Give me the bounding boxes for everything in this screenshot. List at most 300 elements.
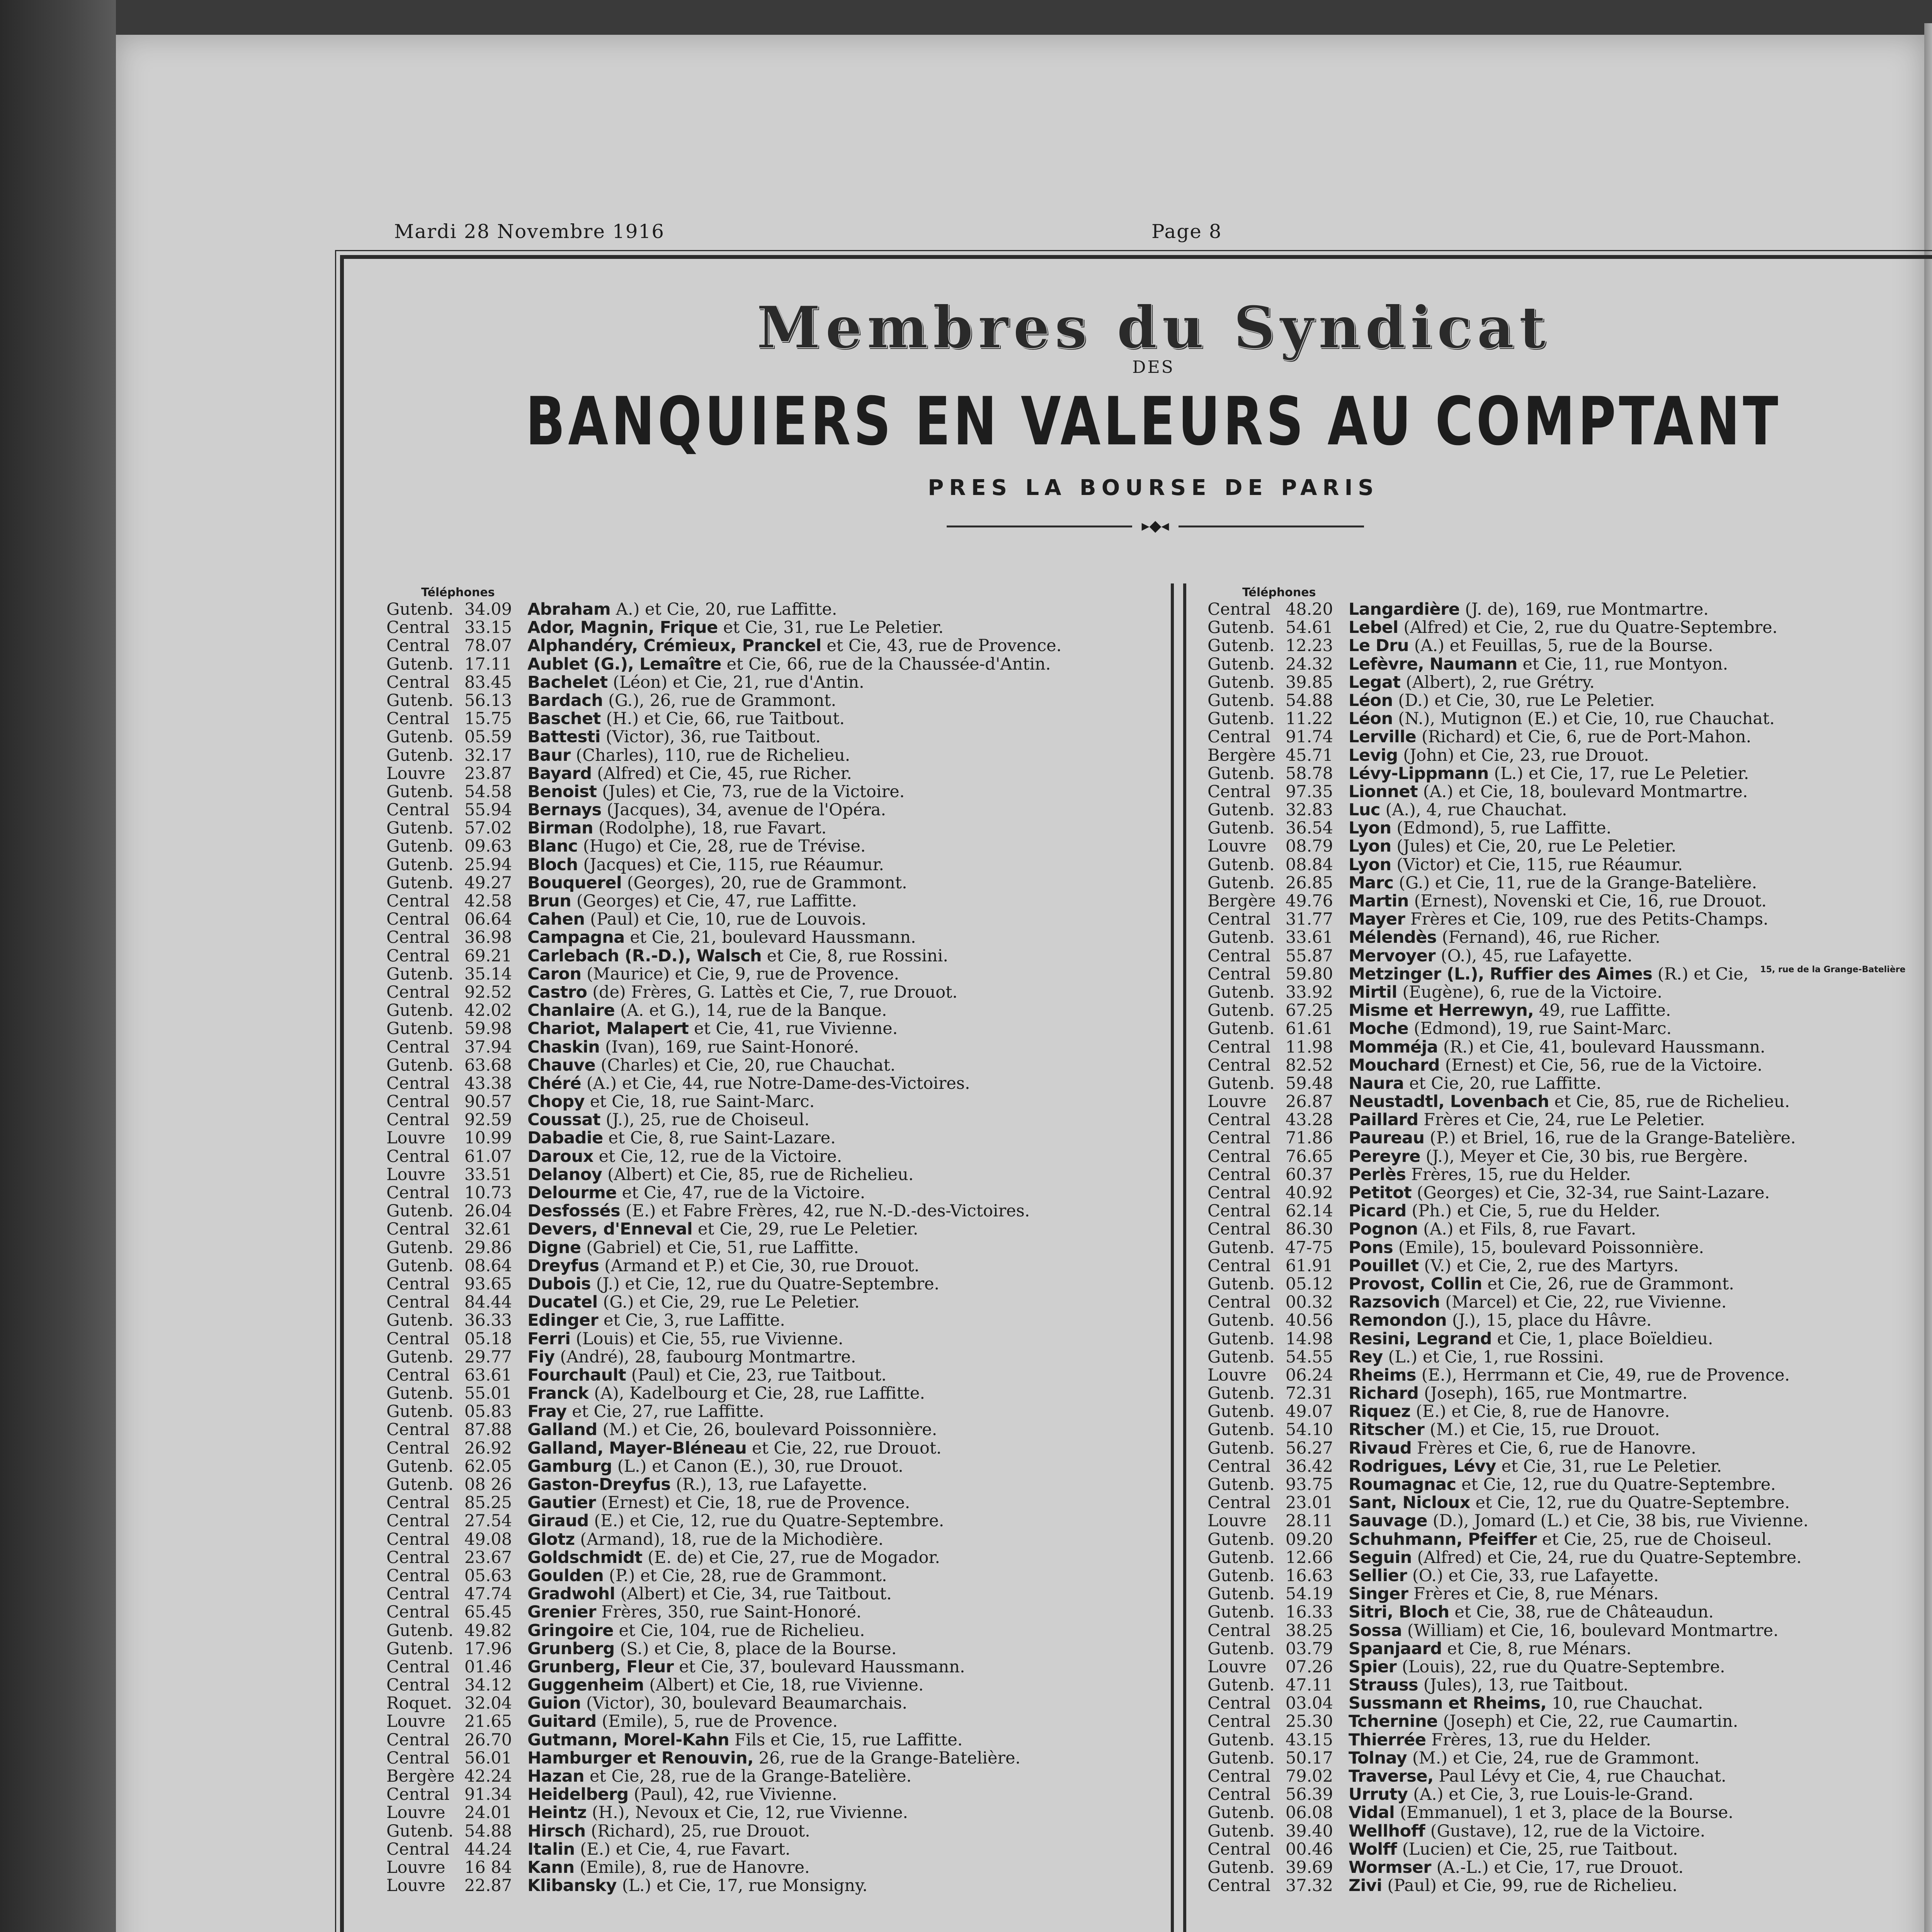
member-row (386, 1822, 1140, 1840)
member-address: et Cie, 12, rue du Quatre-Septembre. (1456, 1475, 1776, 1494)
member-address: (Jacques), 34, avenue de l'Opéra. (601, 800, 886, 820)
exchange-name: Gutenb. (386, 727, 454, 747)
member-row (386, 710, 1140, 728)
member-entry (527, 1093, 815, 1111)
member-name: Sellier (1349, 1566, 1407, 1585)
member-name: Gringoire (527, 1621, 614, 1640)
member-entry (527, 1822, 810, 1840)
phone-number: 23.01 (1285, 1493, 1333, 1513)
exchange-name: Central (386, 1493, 450, 1513)
member-entry (527, 1512, 944, 1530)
exchange-name: Gutenb. (1208, 709, 1275, 729)
exchange-name: Central (386, 1329, 450, 1349)
member-address: (Charles), 110, rue de Richelieu. (570, 745, 850, 765)
exchange-name: Central (1208, 1256, 1271, 1276)
member-entry (1349, 1311, 1651, 1330)
member-name: Spier (1349, 1657, 1397, 1677)
phone-number: 39.85 (1285, 672, 1333, 692)
member-address: 49, rue Laffitte. (1534, 1001, 1671, 1020)
member-address: (Armand et P.) et Cie, 30, rue Drouot. (599, 1256, 920, 1276)
exchange-name: Central (386, 1529, 450, 1549)
member-entry (1349, 910, 1769, 929)
member-row (386, 692, 1140, 710)
advert-frame (340, 255, 1932, 1932)
member-address: (Georges) et Cie, 32-34, rue Saint-Lazare. (1412, 1183, 1770, 1202)
member-address: (Richard) et Cie, 6, rue de Port-Mahon. (1416, 727, 1752, 747)
member-entry (1349, 1038, 1765, 1056)
member-address: et Cie, 47, rue de la Victoire. (616, 1183, 866, 1202)
member-name: Mélendès (1349, 928, 1437, 947)
phone-number: 82.52 (1285, 1055, 1333, 1075)
member-name: Blanc (527, 837, 578, 856)
exchange-name: Central (1208, 782, 1271, 801)
telephones-heading: Téléphones (421, 586, 495, 599)
member-row (1208, 1129, 1932, 1147)
phone-number: 90.57 (464, 1092, 512, 1112)
exchange-name: Central (1208, 1456, 1271, 1476)
phone-number: 78.07 (464, 636, 512, 656)
member-entry (1349, 1603, 1714, 1621)
member-address: (O.), 45, rue Lafayette. (1435, 946, 1633, 966)
member-entry (1349, 1020, 1672, 1038)
exchange-name: Gutenb. (386, 1402, 454, 1422)
member-row (386, 1275, 1140, 1293)
exchange-name: Gutenb. (386, 1256, 454, 1276)
member-address: (Ernest), Novenski et Cie, 16, rue Drouot. (1408, 891, 1767, 911)
member-entry (1349, 1384, 1687, 1403)
member-name: Hirsch (527, 1821, 586, 1841)
member-row (1208, 783, 1932, 801)
member-address: (A. et G.), 14, rue de la Banque. (615, 1001, 887, 1020)
exchange-name: Gutenb. (1208, 1566, 1275, 1585)
member-address: 26, rue de la Grange-Batelière. (753, 1748, 1021, 1768)
member-row (386, 1020, 1140, 1038)
member-row (386, 1767, 1140, 1786)
exchange-name: Louvre (386, 1857, 446, 1877)
member-row (386, 1129, 1140, 1147)
member-row (386, 619, 1140, 637)
members-column-left (386, 583, 1140, 1895)
phone-number: 44.24 (464, 1839, 512, 1859)
member-name: Momméja (1349, 1037, 1438, 1057)
member-name: Riquez (1349, 1402, 1411, 1422)
exchange-name: Central (386, 1730, 450, 1750)
member-entry (527, 1731, 963, 1749)
member-address: 10, rue Chauchat. (1546, 1694, 1703, 1713)
phone-number: 26.92 (464, 1438, 512, 1458)
member-name: Moche (1349, 1019, 1409, 1039)
member-address: et Cie, 104, rue de Richelieu. (613, 1621, 865, 1640)
member-row (1208, 1348, 1932, 1366)
phone-number: 26.85 (1285, 873, 1333, 893)
member-row (1208, 801, 1932, 819)
member-address: (Jules) et Cie, 20, rue Le Peletier. (1391, 837, 1677, 856)
phone-number: 55.01 (464, 1384, 512, 1403)
exchange-name: Gutenb. (386, 654, 454, 674)
member-name: Fourchault (527, 1365, 626, 1385)
phone-number: 32.17 (464, 745, 512, 765)
member-entry (1349, 983, 1662, 1002)
exchange-name: Central (386, 1566, 450, 1585)
exchange-name: Central (386, 1274, 450, 1294)
phone-number: 31.77 (1285, 910, 1333, 929)
member-entry (527, 1567, 887, 1585)
member-name: Lévy-Lippmann (1349, 764, 1489, 783)
member-row (1208, 1220, 1932, 1238)
member-address: (John) et Cie, 23, rue Drouot. (1398, 745, 1649, 765)
phone-number: 54.55 (1285, 1347, 1333, 1367)
member-address: (M.) et Cie, 24, rue de Grammont. (1407, 1748, 1700, 1768)
member-entry (1349, 728, 1751, 746)
member-entry (1349, 1786, 1694, 1804)
exchange-name: Gutenb. (1208, 672, 1275, 692)
phone-number: 29.86 (464, 1238, 512, 1257)
member-name: Sussmann et Rheims, (1349, 1694, 1547, 1713)
member-entry (527, 892, 857, 910)
member-row (1208, 1330, 1932, 1348)
exchange-name: Gutenb. (386, 690, 454, 710)
member-name: Ritscher (1349, 1420, 1425, 1440)
member-row (386, 983, 1140, 1002)
member-name: Langardière (1349, 600, 1460, 619)
member-row (1208, 1549, 1932, 1567)
phone-number: 59.80 (1285, 964, 1333, 984)
member-row (386, 747, 1140, 765)
phone-number: 32.61 (464, 1219, 512, 1239)
phone-number: 54.19 (1285, 1584, 1333, 1604)
member-entry (1349, 837, 1676, 855)
member-name: Pognon (1349, 1219, 1418, 1239)
phone-number: 63.61 (464, 1365, 512, 1385)
member-entry (527, 1676, 923, 1694)
member-row (1208, 1384, 1932, 1403)
member-name: Strauss (1349, 1675, 1418, 1695)
member-address: et Cie, 41, rue Vivienne. (689, 1019, 898, 1039)
member-row (1208, 1877, 1932, 1895)
member-address: et Cie, 66, rue de la Chaussée-d'Antin. (721, 654, 1051, 674)
phone-number: 67.25 (1285, 1001, 1333, 1020)
phone-number: 47.11 (1285, 1675, 1333, 1695)
phone-number: 54.10 (1285, 1420, 1333, 1440)
member-entry (527, 1202, 1030, 1220)
member-row (1208, 1257, 1932, 1275)
exchange-name: Central (386, 1602, 450, 1622)
exchange-name: Central (1208, 1785, 1271, 1804)
phone-number: 29.77 (464, 1347, 512, 1367)
member-entry (527, 710, 845, 728)
member-name: Bernays (527, 800, 602, 820)
member-name: Birman (527, 818, 594, 838)
member-address: (Ernest) et Cie, 56, rue de la Victoire. (1440, 1055, 1763, 1075)
exchange-name: Central (1208, 1839, 1271, 1859)
member-entry (1349, 619, 1777, 637)
phone-number: 40.92 (1285, 1183, 1333, 1202)
member-row (1208, 1403, 1932, 1421)
member-address: (V.) et Cie, 2, rue des Martyrs. (1418, 1256, 1679, 1276)
phone-number: 25.94 (464, 855, 512, 874)
sub-heading: PRES LA BOURSE DE PARIS (928, 475, 1379, 500)
member-address: (Gabriel) et Cie, 51, rue Laffitte. (581, 1238, 859, 1257)
phone-number: 56.27 (1285, 1438, 1333, 1458)
member-row (386, 673, 1140, 692)
member-name: Abraham (527, 600, 611, 619)
exchange-name: Gutenb. (386, 1821, 454, 1841)
member-entry (527, 1239, 859, 1257)
member-row (1208, 1056, 1932, 1075)
member-address: (Albert), 2, rue Grétry. (1400, 672, 1595, 692)
member-name: Daroux (527, 1146, 594, 1166)
member-name: Ador, Magnin, Frique (527, 618, 718, 638)
phone-number: 33.92 (1285, 982, 1333, 1002)
phone-number: 47.74 (464, 1584, 512, 1604)
phone-number: 26.87 (1285, 1092, 1333, 1112)
member-row (1208, 1458, 1932, 1476)
member-row (1208, 892, 1932, 910)
member-row (1208, 947, 1932, 965)
member-address: (M.) et Cie, 15, rue Drouot. (1424, 1420, 1660, 1440)
member-address: (L.) et Cie, 17, rue Monsigny. (616, 1876, 868, 1896)
member-entry (527, 1075, 970, 1093)
member-entry (527, 747, 850, 765)
exchange-name: Gutenb. (1208, 1329, 1275, 1349)
member-row (386, 1840, 1140, 1859)
member-entry (1349, 1421, 1660, 1439)
phone-number: 26.70 (464, 1730, 512, 1750)
member-address: (Richard), 25, rue Drouot. (585, 1821, 810, 1841)
member-entry (527, 673, 864, 692)
member-address: (Alfred) et Cie, 24, rue du Quatre-Septembre. (1412, 1548, 1802, 1567)
exchange-name: Central (386, 1293, 450, 1312)
member-row (1208, 619, 1932, 637)
exchange-name: Gutenb. (386, 837, 454, 856)
member-row (386, 1257, 1140, 1275)
exchange-name: Central (1208, 1165, 1271, 1184)
phone-number: 23.87 (464, 764, 512, 783)
exchange-name: Gutenb. (1208, 1073, 1275, 1093)
member-name: Gamburg (527, 1456, 612, 1476)
phone-number: 62.14 (1285, 1201, 1333, 1221)
member-address: Fils et Cie, 15, rue Laffitte. (729, 1730, 963, 1750)
phone-number: 45.71 (1285, 745, 1333, 765)
phone-number: 33.15 (464, 618, 512, 638)
member-entry (527, 765, 852, 783)
member-row (1208, 1603, 1932, 1621)
member-name: Campagna (527, 928, 625, 947)
exchange-name: Central (386, 1748, 450, 1768)
member-address: (Jules), 13, rue Taitbout. (1418, 1675, 1629, 1695)
phone-number: 92.52 (464, 982, 512, 1002)
member-name: Heintz (527, 1803, 587, 1823)
phone-number: 23.67 (464, 1548, 512, 1567)
member-address: (R.) et Cie, 41, boulevard Haussmann. (1438, 1037, 1765, 1057)
phone-number: 56.01 (464, 1748, 512, 1768)
member-name: Spanjaard (1349, 1639, 1442, 1658)
member-row (1208, 1658, 1932, 1676)
member-entry (527, 1038, 859, 1056)
member-address: (M.) et Cie, 26, boulevard Poissonnière. (597, 1420, 937, 1440)
member-name: Ferri (527, 1329, 571, 1349)
member-name: Lionnet (1349, 782, 1418, 801)
member-entry (527, 1002, 887, 1020)
member-row (1208, 710, 1932, 728)
exchange-name: Gutenb. (1208, 1529, 1275, 1549)
member-row (386, 1585, 1140, 1603)
phone-number: 12.23 (1285, 636, 1333, 656)
phone-number: 06.24 (1285, 1365, 1333, 1385)
member-row (386, 1166, 1140, 1184)
member-row (386, 1476, 1140, 1494)
phone-number: 86.30 (1285, 1219, 1333, 1239)
phone-number: 01.46 (464, 1657, 512, 1677)
member-entry (1349, 819, 1611, 837)
phone-number: 12.66 (1285, 1548, 1333, 1567)
members-column-right (1208, 583, 1932, 1895)
member-address: et Cie, 43, rue de Provence. (821, 636, 1062, 656)
member-row (1208, 1184, 1932, 1202)
member-name: Petitot (1349, 1183, 1412, 1202)
member-name: Gutmann, Morel-Kahn (527, 1730, 730, 1750)
member-entry (1349, 1184, 1770, 1202)
member-entry (1349, 1640, 1631, 1658)
member-row (1208, 1622, 1932, 1640)
phone-number: 24.32 (1285, 654, 1333, 674)
member-address: (Albert) et Cie, 85, rue de Richelieu. (602, 1165, 914, 1184)
phone-number: 62.05 (464, 1456, 512, 1476)
member-entry (1349, 1093, 1790, 1111)
member-name: Dabadie (527, 1128, 603, 1148)
member-row (1208, 692, 1932, 710)
member-entry (527, 801, 886, 819)
member-address: et Cie, 11, rue Montyon. (1517, 654, 1728, 674)
member-row (1208, 1676, 1932, 1694)
member-entry (1349, 1366, 1790, 1384)
phone-number: 58.78 (1285, 764, 1333, 783)
member-entry (1349, 1549, 1802, 1567)
member-address: (P.) et Cie, 28, rue de Grammont. (604, 1566, 887, 1585)
member-name: Sitri, Bloch (1349, 1602, 1449, 1622)
member-entry (527, 1549, 940, 1567)
exchange-name: Central (1208, 1183, 1271, 1202)
exchange-name: Gutenb. (386, 1055, 454, 1075)
phone-number: 07.26 (1285, 1657, 1333, 1677)
exchange-name: Roquet. (386, 1694, 452, 1713)
member-name: Battesti (527, 727, 600, 747)
member-entry (527, 1020, 898, 1038)
phone-number: 69.21 (464, 946, 512, 966)
rule-ornament: ▸◆◂ (1132, 517, 1179, 535)
member-row (386, 929, 1140, 947)
member-entry (527, 1220, 918, 1238)
exchange-name: Gutenb. (386, 873, 454, 893)
member-row (1208, 747, 1932, 765)
member-name: Lyon (1349, 837, 1391, 856)
exchange-name: Central (1208, 946, 1271, 966)
exchange-name: Gutenb. (386, 600, 454, 619)
member-row (386, 819, 1140, 837)
member-row (386, 1293, 1140, 1311)
member-address: (Victor) et Cie, 115, rue Réaumur. (1391, 855, 1683, 874)
member-entry (527, 1384, 925, 1403)
member-row (386, 910, 1140, 929)
member-entry (527, 819, 827, 837)
member-row (1208, 655, 1932, 673)
member-address: (D.) et Cie, 30, rue Le Peletier. (1393, 690, 1655, 710)
member-row (386, 600, 1140, 619)
member-address: et Cie, 26, rue de Grammont. (1482, 1274, 1734, 1294)
member-entry (527, 783, 905, 801)
member-address: (L.) et Cie, 1, rue Rossini. (1383, 1347, 1604, 1367)
member-name: Guitard (527, 1712, 597, 1731)
member-address: et Cie, 8, rue Saint-Lazare. (603, 1128, 836, 1148)
member-name: Fiy (527, 1347, 555, 1367)
exchange-name: Central (1208, 1037, 1271, 1057)
member-address: Frères, 13, rue du Helder. (1426, 1730, 1651, 1750)
member-address: Frères et Cie, 109, rue des Petits-Champs. (1405, 910, 1769, 929)
exchange-name: Central (386, 946, 450, 966)
member-name: Galland (527, 1420, 597, 1440)
member-name: Perlès (1349, 1165, 1406, 1184)
address-sidenote: 15, rue de la Grange-Batelière (1760, 964, 1906, 975)
exchange-name: Gutenb. (386, 745, 454, 765)
exchange-name: Gutenb. (1208, 1548, 1275, 1567)
member-name: Guion (527, 1694, 581, 1713)
phone-number: 76.65 (1285, 1146, 1333, 1166)
member-address: (A.) et Cie, 3, rue Louis-le-Grand. (1408, 1785, 1694, 1804)
member-entry (527, 1622, 865, 1640)
member-address: et Cie, 18, rue Saint-Marc. (585, 1092, 815, 1112)
exchange-name: Central (1208, 1201, 1271, 1221)
exchange-name: Central (386, 800, 450, 820)
member-row (386, 1202, 1140, 1220)
member-name: Franck (527, 1384, 589, 1403)
member-entry (1349, 655, 1728, 673)
member-name: Naura (1349, 1073, 1404, 1093)
member-address: et Cie, 8, rue Rossini. (762, 946, 948, 966)
member-row (1208, 1038, 1932, 1056)
exchange-name: Gutenb. (1208, 1748, 1275, 1768)
member-address: (A), Kadelbourg et Cie, 28, rue Laffitte. (588, 1384, 925, 1403)
member-address: (G.) et Cie, 11, rue de la Grange-Batelière. (1393, 873, 1757, 893)
phone-number: 43.38 (464, 1073, 512, 1093)
phone-number: 06.64 (464, 910, 512, 929)
member-entry (527, 1585, 892, 1603)
exchange-name: Central (1208, 1055, 1271, 1075)
phone-number: 54.88 (1285, 690, 1333, 710)
member-entry (527, 619, 944, 637)
phone-number: 42.02 (464, 1001, 512, 1020)
member-name: Goldschmidt (527, 1548, 643, 1567)
member-row (386, 1439, 1140, 1458)
member-row (386, 1075, 1140, 1093)
member-address: et Cie, 21, boulevard Haussmann. (624, 928, 916, 947)
member-row (1208, 1640, 1932, 1658)
phone-number: 61.61 (1285, 1019, 1333, 1039)
member-row (1208, 1476, 1932, 1494)
member-row (1208, 1749, 1932, 1767)
member-name: Pereyre (1349, 1146, 1420, 1166)
exchange-name: Central (1208, 727, 1271, 747)
member-name: Martin (1349, 891, 1409, 911)
member-address: (P.) et Briel, 16, rue de la Grange-Batelière. (1424, 1128, 1796, 1148)
member-entry (527, 910, 866, 929)
member-address: (J.), 15, place du Hâvre. (1447, 1311, 1652, 1330)
member-entry (527, 1129, 836, 1147)
member-row (386, 1658, 1140, 1676)
member-row (1208, 637, 1932, 655)
member-address: (A.) et Feuillas, 5, rue de la Bourse. (1409, 636, 1713, 656)
member-name: Lyon (1349, 855, 1391, 874)
member-entry (1349, 801, 1567, 819)
